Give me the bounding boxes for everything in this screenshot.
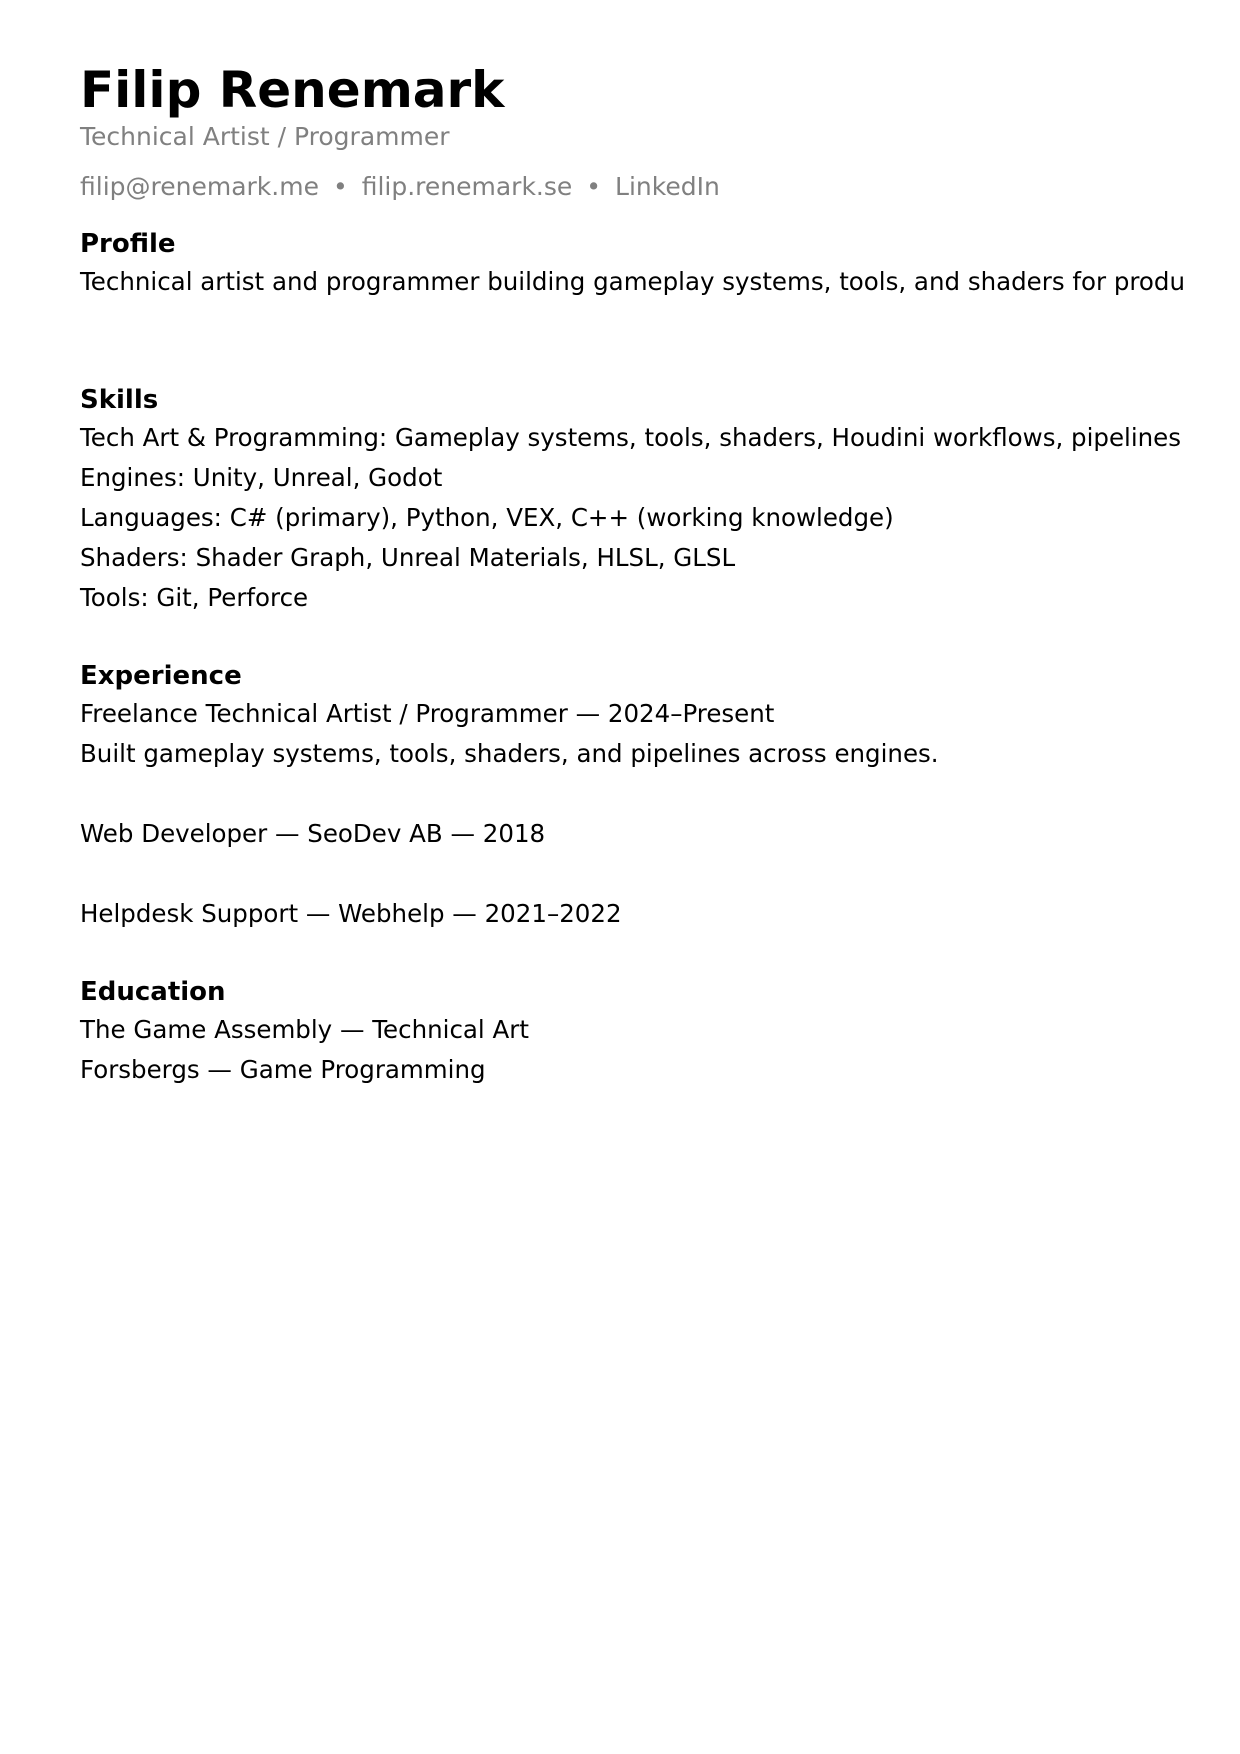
skill-line: Engines: Unity, Unreal, Godot xyxy=(80,463,443,492)
email-link[interactable]: filip@renemark.me xyxy=(80,172,319,201)
section-heading-profile: Profile xyxy=(80,229,176,259)
website-link[interactable]: filip.renemark.se xyxy=(361,172,573,201)
job-title: Technical Artist / Programmer xyxy=(80,122,450,151)
job-description: Built gameplay systems, tools, shaders, and pipelines across engines. xyxy=(80,739,939,768)
section-gap xyxy=(80,302,1240,382)
bullet-separator: • xyxy=(586,172,602,201)
experience-section xyxy=(80,658,1240,934)
section-heading-skills: Skills xyxy=(80,385,159,415)
skill-line: Languages: C# (primary), Python, VEX, C++ (working knowledge) xyxy=(80,503,894,532)
entry-gap xyxy=(80,854,1240,894)
education-line: Forsbergs — Game Programming xyxy=(80,1055,486,1084)
section-heading-education: Education xyxy=(80,977,226,1007)
linkedin-link[interactable]: LinkedIn xyxy=(615,172,720,201)
resume-page xyxy=(80,60,1240,1090)
job-title-line: Freelance Technical Artist / Programmer — 2024–Present xyxy=(80,699,775,728)
education-line: The Game Assembly — Technical Art xyxy=(80,1015,529,1044)
section-heading-experience: Experience xyxy=(80,661,242,691)
entry-gap xyxy=(80,774,1240,814)
education-section xyxy=(80,974,1240,1090)
bullet-separator: • xyxy=(332,172,348,201)
skill-line: Tech Art & Programming: Gameplay systems, tools, shaders, Houdini workflows, pipelines xyxy=(80,423,1182,452)
skill-line: Tools: Git, Perforce xyxy=(80,583,309,612)
skill-line: Shaders: Shader Graph, Unreal Materials, HLSL, GLSL xyxy=(80,543,736,572)
profile-section xyxy=(80,226,1240,302)
job-title-line: Web Developer — SeoDev AB — 2018 xyxy=(80,819,546,848)
skills-section xyxy=(80,382,1240,618)
contact-line xyxy=(80,170,1240,204)
profile-text: Technical artist and programmer building gameplay systems, tools, and shaders for produ xyxy=(80,267,1186,296)
job-title-line: Helpdesk Support — Webhelp — 2021–2022 xyxy=(80,899,622,928)
person-name: Filip Renemark xyxy=(80,61,505,119)
resume-header xyxy=(80,60,1240,204)
